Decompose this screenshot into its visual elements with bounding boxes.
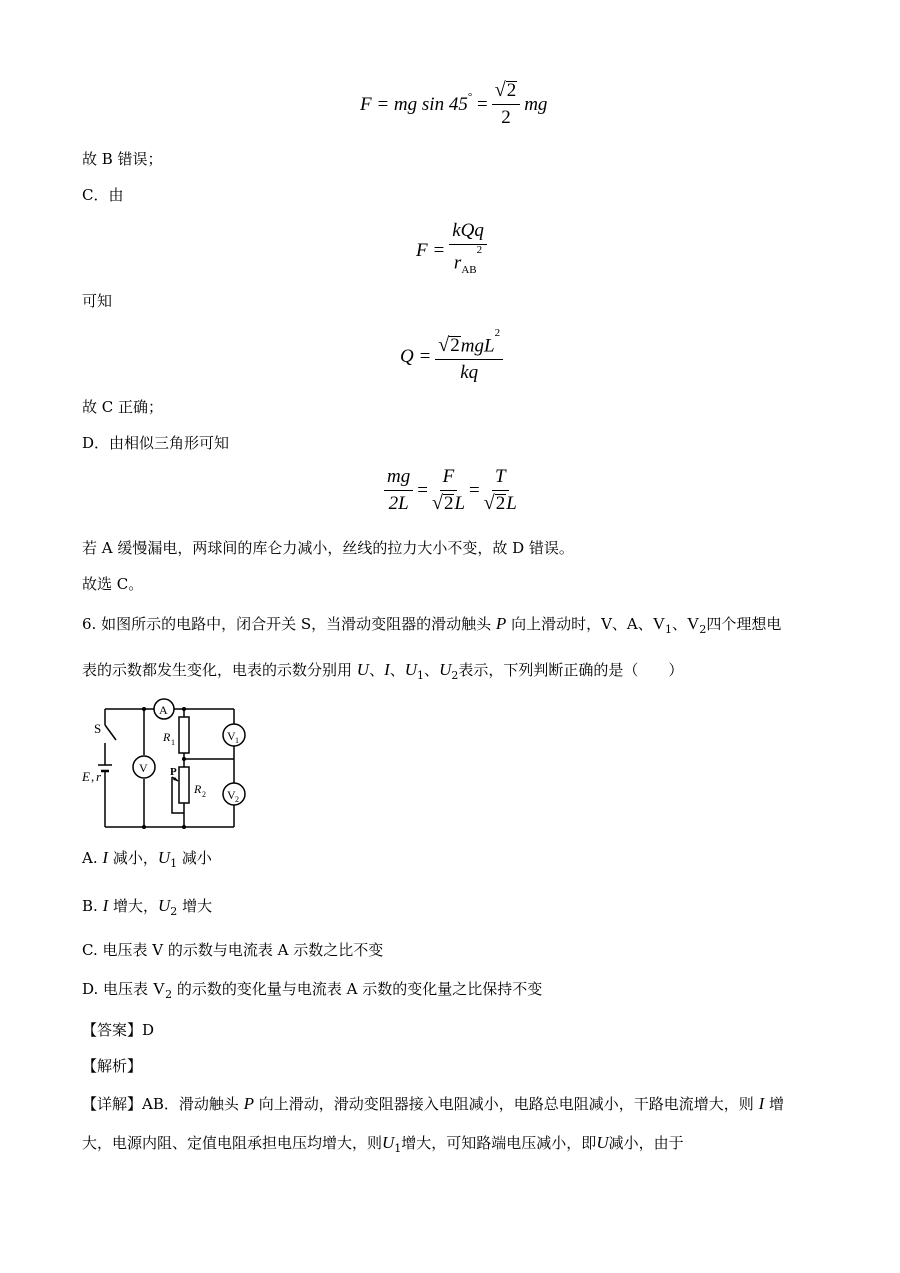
eq4-equals-2: = xyxy=(469,479,480,501)
q6-u-symbol: U xyxy=(356,660,370,679)
eq1-lhs: F xyxy=(360,93,372,115)
text-c-from: C．由 xyxy=(82,186,124,204)
eq4-d2-rest: L xyxy=(454,493,466,514)
voltmeter-v2-sub: 2 xyxy=(235,795,239,804)
option-b xyxy=(82,896,212,922)
ammeter-label: A xyxy=(159,703,168,717)
q6-i-symbol: I xyxy=(384,660,390,679)
q6-comma-3: 、 xyxy=(424,661,440,679)
opt-a-i: I xyxy=(102,848,109,867)
eq3-fraction: √ 2 mgL$^2$ kq xyxy=(435,330,503,384)
opt-b-t1: 增大， xyxy=(108,897,159,915)
q6-text-c: 四个理想电 xyxy=(706,615,782,633)
voltmeter-v-label: V xyxy=(139,761,148,775)
opt-a-t2: 减小 xyxy=(177,849,212,867)
voltmeter-v1-label: V xyxy=(227,729,236,743)
eq4-d1: 2L xyxy=(388,493,409,514)
detail-a: 【详解】AB．滑动触头 xyxy=(82,1095,244,1113)
eq4-d3-rest: L xyxy=(506,493,517,514)
eq4-equals-1: = xyxy=(417,479,428,501)
text-kezhi: 可知 xyxy=(82,292,113,310)
option-d xyxy=(82,979,542,1005)
eq4-frac3: T √ 2 L xyxy=(483,466,517,514)
eq4-d2-root: 2 xyxy=(443,493,454,514)
eq4-n1: mg xyxy=(384,466,413,491)
r2-resistor xyxy=(179,767,189,803)
r1-label: R xyxy=(163,730,171,744)
detail-u: U xyxy=(596,1133,609,1152)
switch-label: S xyxy=(94,721,102,736)
q6-text-b: 向上滑动时，V、A、 xyxy=(506,615,653,633)
detail-c: 增 xyxy=(764,1095,785,1113)
opt-d-text: 的示数的变化量与电流表 A 示数的变化量之比保持不变 xyxy=(172,980,543,998)
q6-v2-symbol: V xyxy=(687,614,700,633)
opt-b-t2: 增大 xyxy=(177,897,213,915)
detail-e: 增大，可知路端电压减小，即 xyxy=(401,1134,597,1152)
voltmeter-v2-label: V xyxy=(227,788,236,802)
text-select-c: 故选 C。 xyxy=(82,575,144,593)
opt-b-i: I xyxy=(102,896,109,915)
q6-comma-2: 、 xyxy=(389,661,405,679)
q6-v1-symbol: V xyxy=(652,614,666,633)
q6-v2-sub: 2 xyxy=(699,623,707,636)
opt-b-sub: 2 xyxy=(170,905,178,918)
emf-comma: , xyxy=(91,769,95,784)
detail-i: I xyxy=(758,1094,765,1113)
text-d-similar: D．由相似三角形可知 xyxy=(82,434,230,452)
eq3-num-sup: 2 xyxy=(494,327,501,339)
switch-blade xyxy=(105,725,116,740)
slider-p-label: P xyxy=(170,766,177,778)
eq2-den-sub: AB xyxy=(461,264,477,277)
q6-u2-sub: 2 xyxy=(451,669,459,682)
text-c-correct: 故 C 正确； xyxy=(82,398,164,416)
r1-sub: 1 xyxy=(171,738,175,747)
q6-text-e: 表示，下列判断正确的是（ ） xyxy=(458,661,684,679)
r1-resistor xyxy=(179,717,189,753)
q6-u1-sub: 1 xyxy=(417,669,425,682)
opt-a-u: U xyxy=(157,848,171,867)
q6-sep: 、 xyxy=(672,615,688,633)
eq1-fraction: √ 2 2 xyxy=(492,80,520,129)
q6-v1-sub: 1 xyxy=(665,623,673,636)
eq1-tail: mg xyxy=(524,93,548,115)
eq3-root: 2 xyxy=(450,335,460,357)
eq3-num-rest: mgL xyxy=(460,335,495,357)
opt-a-sub: 1 xyxy=(170,857,178,870)
q6-u1-symbol: U xyxy=(404,660,418,679)
eq2-den-sup: 2 xyxy=(476,244,483,256)
text-b-wrong: 故 B 错误； xyxy=(82,150,163,168)
q6-comma-1: 、 xyxy=(369,661,385,679)
r2-label: R xyxy=(194,782,202,796)
option-c: C. 电压表 V 的示数与电流表 A 示数之比不变 xyxy=(82,941,384,959)
eq1-equals: = xyxy=(476,93,488,115)
eq4-d3-root: 2 xyxy=(495,493,506,514)
eq3-lhs: Q = xyxy=(400,346,432,368)
eq1-denominator: 2 xyxy=(501,107,511,128)
detail-f: 减小，由于 xyxy=(608,1134,684,1152)
opt-a-t1: 减小， xyxy=(108,849,158,867)
equation-coulomb xyxy=(416,220,491,281)
eq4-frac2: F √ 2 L xyxy=(431,466,466,514)
eq1-mid: = mg sin 45 xyxy=(376,93,468,115)
eq2-fraction xyxy=(449,220,487,281)
question-6-line1 xyxy=(82,614,781,640)
eq2-den-r: r xyxy=(453,252,462,274)
eq4-n3: T xyxy=(492,466,509,491)
detail-line2 xyxy=(82,1133,684,1159)
detail-d: 大，电源内阻、定值电阻承担电压均增大，则 xyxy=(82,1134,383,1152)
q6-text-a: 6. 如图所示的电路中，闭合开关 S，当滑动变阻器的滑动触头 xyxy=(82,615,496,633)
eq3-denominator: kq xyxy=(460,362,479,384)
opt-b-u: U xyxy=(158,896,171,915)
eq2-lhs: F = xyxy=(416,239,446,261)
detail-p: P xyxy=(243,1094,255,1113)
eq1-numerator: 2 xyxy=(506,80,517,101)
detail-u1: U xyxy=(382,1133,395,1152)
opt-d-v: V xyxy=(152,979,166,998)
opt-d-prefix: D. 电压表 xyxy=(82,980,153,998)
opt-b-prefix: B. xyxy=(82,897,103,915)
eq2-numerator: kQq xyxy=(449,220,487,245)
r2-sub: 2 xyxy=(202,790,206,799)
q6-u2-symbol: U xyxy=(439,660,452,679)
detail-line1 xyxy=(82,1094,784,1114)
equation-force-sin45 xyxy=(360,80,547,129)
eq4-frac1 xyxy=(384,466,413,515)
answer-line: 【答案】D xyxy=(82,1021,155,1039)
voltmeter-v1-sub: 1 xyxy=(235,736,239,745)
internal-resistance-label: r xyxy=(96,769,102,784)
opt-d-sub: 2 xyxy=(165,988,173,1001)
eq1-degree: ° xyxy=(467,90,473,103)
circuit-diagram xyxy=(78,695,248,835)
detail-b: 向上滑动，滑动变阻器接入电阻减小，电路总电阻减小，干路电流增大，则 xyxy=(254,1095,759,1113)
emf-label: E xyxy=(82,769,90,784)
equation-charge-q xyxy=(400,327,507,384)
analysis-line: 【解析】 xyxy=(82,1057,143,1075)
text-leak: 若 A 缓慢漏电，两球间的库仑力减小，丝线的拉力大小不变，故 D 错误。 xyxy=(82,539,574,557)
equation-similar-triangles xyxy=(380,466,521,515)
q6-text-d: 表的示数都发生变化，电表的示数分别用 xyxy=(82,661,357,679)
question-6-line2 xyxy=(82,660,683,686)
detail-u1-sub: 1 xyxy=(394,1142,402,1155)
option-a xyxy=(82,848,212,874)
opt-a-prefix: A. xyxy=(82,849,103,867)
q6-p-symbol: P xyxy=(495,614,507,633)
eq4-n2: F xyxy=(440,466,458,491)
